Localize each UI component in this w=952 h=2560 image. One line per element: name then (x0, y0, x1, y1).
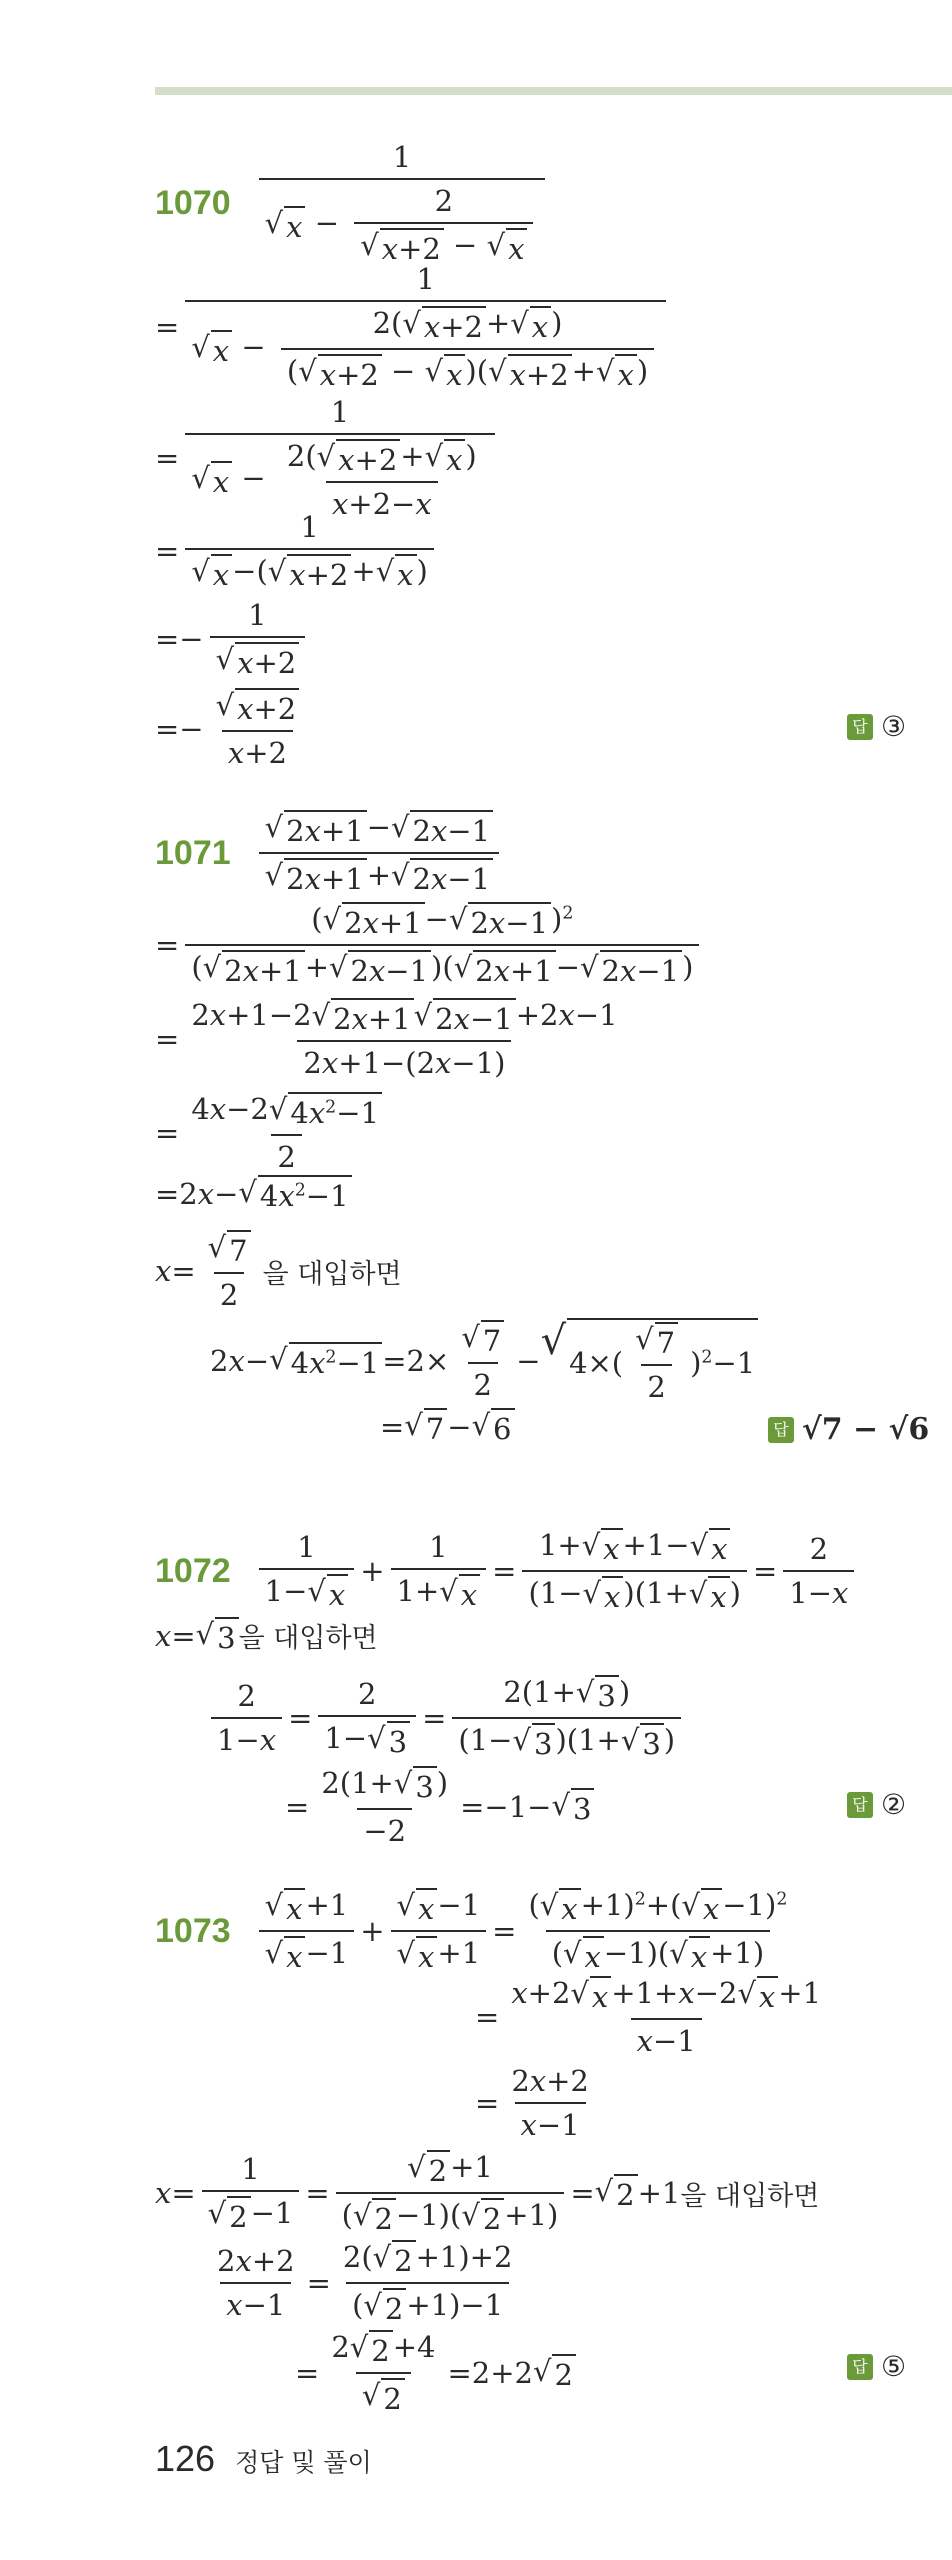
problem-number: 1073 (155, 1911, 231, 1950)
solution-1070-line-2: = 1 √ x − 2( √ x+2 + √ x ) ( √ x+2 − √ x )( √ x+2 + √ x ) (155, 262, 672, 392)
solution-1070-line-4: = 1 √ x −( √ x+2 + √ x ) (155, 510, 440, 592)
solution-1070-line-6: =− √ x+2 x+2 (155, 688, 311, 770)
solution-1072-line-1: 1072 1 1− √ x + 1 1+ √ x = 1+ √ x +1− √ x (1− √ x )(1+ √ x ) = $\frac{2}{1-x}$ (155, 1528, 860, 1614)
solution-1071-line-2: = ( √ 2x+1 − √ 2x−1 )$^2$ ( √ 2x+1 + √ 2x−1 )( √ 2x+1 − √ 2x−1 ) (155, 902, 705, 988)
solution-1071-line-7: 2 x − √ $4x^2-1$ =2× √ 7 2 − √ 4×( √ 7 2 )$^2$−1 (210, 1318, 758, 1404)
solution-1071-line-1: 1071 √ 2x+1 − √ 2x−1 √ 2x+1 + √ 2x−1 (155, 810, 505, 896)
solution-1072-line-3: $\frac{2}{1-x}$ = 2 1− √ 3 = 2(1+ √ 3 ) (1− √ 3 )(1+ √ 3 ) (205, 1675, 687, 1761)
solution-1071-line-8: = √ 7 − √ 6 (380, 1408, 515, 1446)
solution-1073-line-3: = $\frac{2x+2}{x-1}$ (475, 2064, 589, 2142)
answer-mark: 답 (847, 714, 873, 740)
answer-value: ③ (881, 710, 907, 743)
substitute-text: 을 대입하면 (680, 2180, 820, 2212)
solution-1073-line-4: x = 1 √ 2 −1 = √ 2 +1 ( √ 2 −1)( √ 2 +1) = √ 2 +1 을 대입하면 (155, 2150, 820, 2236)
answer-value: ⑤ (881, 2350, 907, 2383)
problem-number: 1072 (155, 1551, 231, 1590)
answer-mark: 답 (847, 1792, 873, 1818)
solution-1073-line-6: = 2 √ 2 +4 √ 2 =2+2 √ 2 (295, 2330, 576, 2416)
problem-number: 1070 (155, 183, 231, 222)
solution-1071-line-4: = 4x−2 √ $4x^2-1$ 2 (155, 1092, 394, 1174)
problem-number: 1071 (155, 833, 231, 872)
solution-1070-line-5: =− 1 √ x+2 (155, 598, 311, 680)
solution-1070-line-3: = 1 √ x − 2( √ x+2 + √ x ) x+2−x (155, 395, 501, 521)
answer-1073 (847, 2350, 906, 2383)
answer-1071 (768, 1412, 929, 1447)
solution-1071-line-6: x = √ 7 2 을 대입하면 (155, 1230, 402, 1312)
solution-1073-line-5: $\frac{2x+2}{x-1}$ = 2( √ 2 +1)+2 ( √ 2 +1)−1 (217, 2240, 513, 2326)
answer-1072 (847, 1788, 906, 1821)
solution-1073-line-1: 1073 √ x +1 √ x −1 + √ x −1 √ x +1 = ( √ x +1)$^2$+( √ x −1)$^2$ ( √ x −1)( √ x +1) (155, 1888, 788, 1974)
solution-1070-line-1: 1070 1 √ x − 2 √ x+2 − √ x (155, 140, 551, 266)
substitute-text: 을 대입하면 (262, 1258, 402, 1290)
solution-1073-line-2: = x+2 √ x +1+x−2 √ x +1 x−1 (475, 1976, 822, 2058)
solution-1071-line-3: = 2x+1−2 √ 2x+1 √ 2x−1 +2x−1 2x+1−(2x−1) (155, 998, 618, 1080)
answer-1070 (847, 710, 906, 743)
top-rule (155, 87, 952, 95)
page-footer (155, 2438, 372, 2480)
solution-1072-line-4: = 2(1+ √ 3 ) −2 =−1− √ 3 (285, 1766, 594, 1848)
answer-value: √7 − √6 (802, 1412, 930, 1447)
page-label: 정답 및 풀이 (235, 2448, 372, 2477)
solution-1072-line-2: x = √ 3 을 대입하면 (155, 1616, 378, 1655)
answer-mark: 답 (847, 2354, 873, 2380)
page-number: 126 (155, 2438, 216, 2479)
answer-value: ② (881, 1788, 907, 1821)
answer-mark: 답 (768, 1417, 794, 1443)
solution-1071-line-5: =2 x − √ $4x^2-1$ (155, 1175, 352, 1213)
substitute-text: 을 대입하면 (238, 1623, 378, 1654)
